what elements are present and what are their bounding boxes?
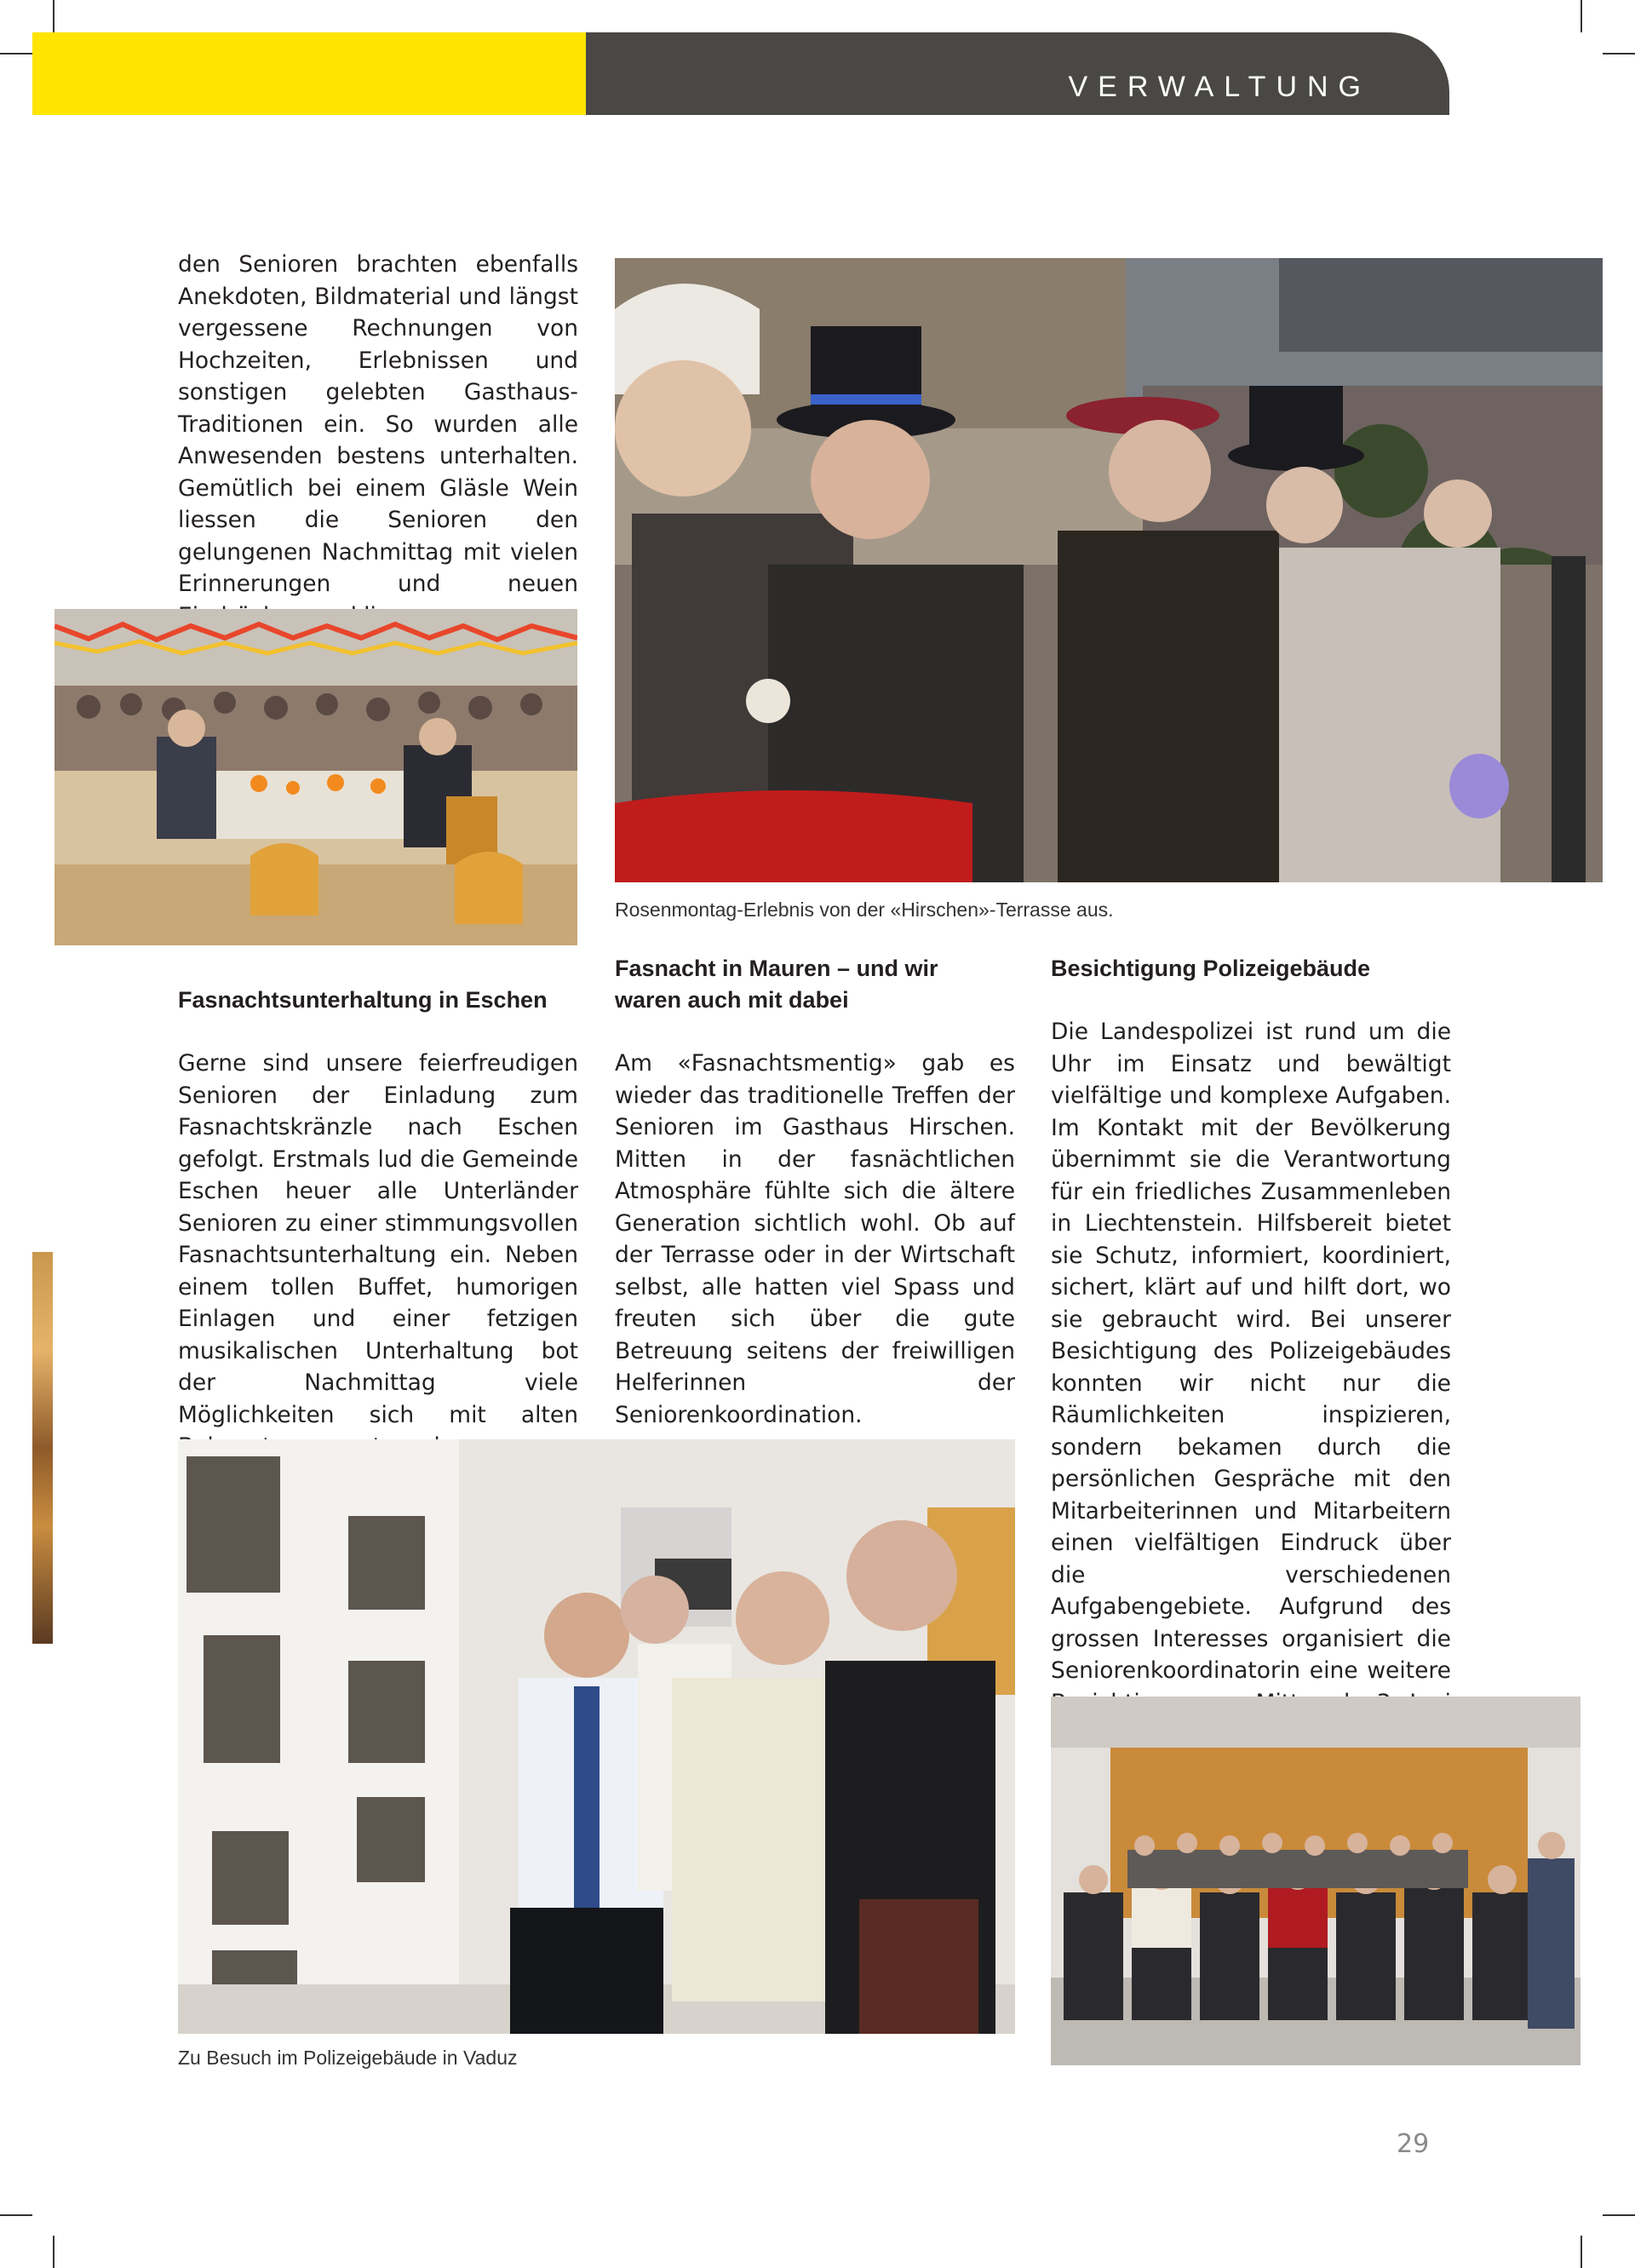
crop-mark (1580, 0, 1582, 32)
crop-mark (1603, 2214, 1635, 2216)
header-accent-bar (32, 32, 586, 115)
photo-group-police (1051, 1697, 1580, 2065)
article-title-mauren: Fasnacht in Mauren – und wir waren auch mit dabei (615, 956, 938, 1013)
article-title-eschen: Fasnachtsunterhaltung in Eschen (178, 987, 548, 1013)
crop-mark (53, 2236, 54, 2268)
crop-mark (1603, 53, 1635, 55)
page-bleed-strip (32, 1252, 53, 1644)
intro-paragraph: den Senioren brachten ebenfalls Anekdoten, Bildmaterial und längst vergessene Rechnungen von Hochzeiten, Erlebnissen und sonstigen gelebten Gasthaus-Traditionen ein. So wurden alle Anwesenden bestens unterhalten. Gemütlich bei einem Gläsle Wein liessen die Senioren den gelungenen Nachmittag mit vielen Erinnerungen und neuen (178, 251, 578, 597)
article-body-polizei: Die Landespolizei ist rund um die Uhr im Einsatz und bewältigt vielfältige und komplexe Aufgaben. Im Kontakt mit der Bevölkerung übernimmt sie die Verantwortung für ein friedliches Zusammenleben in Liechtenstein. Hilfsbereit bietet sie Schutz, informiert, koordiniert, sichert, klärt auf und hilft dort, wo sie gebraucht wird. Bei unserer Besichtigung des Polizeigebäudes konnten wir nicht nur die Räumlichkeiten inspizieren, sondern bekamen durch die persönlichen Gespräche mit den Mitarbeiterinnen und Mitarbeitern einen vielfältigen Eindruck über die verschiedenen Aufgabengebiete. Aufgrund des grossen Interesses organisiert die Seniorenkoordinatorin eine weitere (1051, 1019, 1451, 1684)
article-body-eschen: Gerne sind unsere feierfreudigen Senioren der Einladung zum Fasnachtskränzle nach Eschen gefolgt. Erstmals lud die Gemeinde Eschen heuer alle Unterländer Senioren zu einer stimmungsvollen Fasnachtsunterhaltung ein. Neben einem tollen Buffet, humorigen Einlagen und einer fetzigen musikalischen Unterhaltung bot der Nachmittag viele Möglichkeiten sich mit alten (178, 1050, 578, 1428)
photo-police-tour (178, 1439, 1015, 2034)
crop-mark (0, 53, 32, 55)
caption-police-visit: Zu Besuch im Polizeigebäude in Vaduz (178, 2047, 518, 2069)
caption-terrace: Rosenmontag-Erlebnis von der «Hirschen»-Terrasse aus. (615, 899, 1114, 921)
section-title: VERWALTUNG (1068, 71, 1371, 103)
photo-terrace-hats (615, 258, 1603, 882)
page-number: 29 (1397, 2129, 1430, 2159)
crop-mark (0, 2214, 32, 2216)
photo-eschen-party (54, 609, 577, 945)
crop-mark (1580, 2236, 1582, 2268)
article-body-mauren: Am «Fasnachtsmentig» gab es wieder das traditionelle Treffen der Senioren im Gasthaus Hirschen. Mitten in der fasnächtlichen Atmosphäre fühlte sich die ältere Generation sichtlich wohl. Ob auf der Terrasse oder in der Wirtschaft selbst, alle hatten viel Spass und freuten sich über die gute Betreuung seitens der freiwilligen Helferinnen der Seniorenkoordination. (615, 1050, 1015, 1428)
article-title-polizei: Besichtigung Polizeigebäude (1051, 956, 1371, 981)
crop-mark (53, 0, 54, 32)
